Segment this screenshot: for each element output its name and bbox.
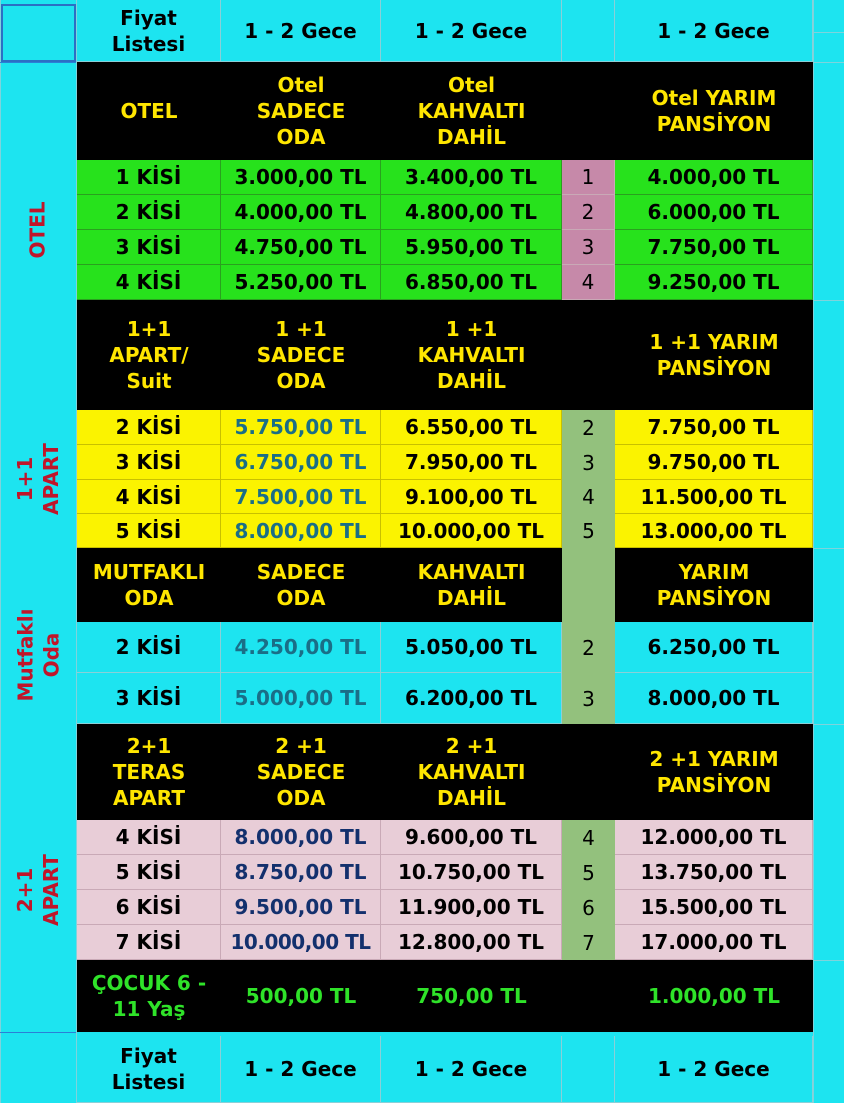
table-row-persons: 4 KİSİ <box>77 820 221 855</box>
gridline <box>813 548 844 549</box>
footer-spacer <box>562 1036 615 1103</box>
price-room-only: 8.000,00 TL <box>221 820 381 855</box>
price-breakfast: 11.900,00 TL <box>381 890 562 925</box>
row-index: 6 <box>562 890 615 925</box>
section-header-breakfast: 2 +1 KAHVALTI DAHİL <box>381 724 562 820</box>
child-price-breakfast: 750,00 TL <box>381 960 562 1032</box>
side-label-apart-2-1: 2+1 APART <box>13 854 63 926</box>
table-row-persons: 1 KİSİ <box>77 160 221 195</box>
footer-nights-2: 1 - 2 Gece <box>381 1036 562 1103</box>
price-breakfast: 9.600,00 TL <box>381 820 562 855</box>
price-breakfast: 4.800,00 TL <box>381 195 562 230</box>
price-breakfast: 6.550,00 TL <box>381 410 562 445</box>
section-header-type: 2+1 TERAS APART <box>77 724 221 820</box>
row-index: 4 <box>562 820 615 855</box>
side-label-mutfakli-oda: Mutfaklı Oda <box>13 608 64 702</box>
price-half-board: 9.750,00 TL <box>615 445 813 480</box>
price-room-only: 10.000,00 TL <box>221 925 381 960</box>
price-half-board: 7.750,00 TL <box>615 410 813 445</box>
price-breakfast: 6.850,00 TL <box>381 265 562 300</box>
row-index: 1 <box>562 160 615 195</box>
table-row-persons: 2 KİSİ <box>77 195 221 230</box>
gridline <box>813 724 844 725</box>
price-room-only: 7.500,00 TL <box>221 480 381 514</box>
selected-cell[interactable] <box>1 4 76 62</box>
price-half-board: 17.000,00 TL <box>615 925 813 960</box>
child-spacer <box>562 960 615 1032</box>
table-row-persons: 2 KİSİ <box>77 410 221 445</box>
header-nights-2: 1 - 2 Gece <box>381 0 562 62</box>
gridline <box>813 960 844 961</box>
gridline <box>813 0 814 1103</box>
price-half-board: 6.250,00 TL <box>615 622 813 673</box>
price-half-board: 8.000,00 TL <box>615 673 813 724</box>
table-row-persons: 3 KİSİ <box>77 230 221 265</box>
gridline <box>813 32 844 33</box>
footer-nights-3: 1 - 2 Gece <box>615 1036 813 1103</box>
section-header-type: OTEL <box>77 62 221 160</box>
price-breakfast: 10.750,00 TL <box>381 855 562 890</box>
section-header-room-only: 1 +1 SADECE ODA <box>221 300 381 410</box>
price-breakfast: 6.200,00 TL <box>381 673 562 724</box>
child-price-half-board: 1.000,00 TL <box>615 960 813 1032</box>
row-index: 5 <box>562 514 615 548</box>
table-row-persons: 4 KİSİ <box>77 480 221 514</box>
table-row-persons: 2 KİSİ <box>77 622 221 673</box>
price-room-only: 5.750,00 TL <box>221 410 381 445</box>
section-header-room-only: Otel SADECE ODA <box>221 62 381 160</box>
side-label-apart-1-1: 1+1 APART <box>13 443 63 515</box>
footer-nights-1: 1 - 2 Gece <box>221 1036 381 1103</box>
header-nights-1: 1 - 2 Gece <box>221 0 381 62</box>
header-title: Fiyat Listesi <box>77 0 221 62</box>
price-room-only: 8.750,00 TL <box>221 855 381 890</box>
price-breakfast: 5.950,00 TL <box>381 230 562 265</box>
price-breakfast: 5.050,00 TL <box>381 622 562 673</box>
price-half-board: 6.000,00 TL <box>615 195 813 230</box>
row-index: 7 <box>562 925 615 960</box>
gridline <box>0 62 76 63</box>
table-row-persons: 3 KİSİ <box>77 445 221 480</box>
section-header-type: 1+1 APART/ Suit <box>77 300 221 410</box>
price-room-only: 9.500,00 TL <box>221 890 381 925</box>
row-index: 5 <box>562 855 615 890</box>
header-spacer <box>562 0 615 62</box>
section-header-breakfast: 1 +1 KAHVALTI DAHİL <box>381 300 562 410</box>
section-header-index <box>562 724 615 820</box>
price-breakfast: 7.950,00 TL <box>381 445 562 480</box>
price-half-board: 9.250,00 TL <box>615 265 813 300</box>
row-index: 3 <box>562 673 615 724</box>
table-row-persons: 5 KİSİ <box>77 514 221 548</box>
section-header-type: MUTFAKLI ODA <box>77 548 221 622</box>
row-index: 3 <box>562 230 615 265</box>
table-row-persons: 3 KİSİ <box>77 673 221 724</box>
price-room-only: 8.000,00 TL <box>221 514 381 548</box>
price-half-board: 4.000,00 TL <box>615 160 813 195</box>
child-label: ÇOCUK 6 - 11 Yaş <box>77 960 221 1032</box>
footer-title: Fiyat Listesi <box>77 1036 221 1103</box>
row-index: 4 <box>562 480 615 514</box>
table-row-persons: 6 KİSİ <box>77 890 221 925</box>
row-index: 2 <box>562 622 615 673</box>
price-room-only: 6.750,00 TL <box>221 445 381 480</box>
row-index: 4 <box>562 265 615 300</box>
side-label-otel: OTEL <box>26 201 50 259</box>
header-nights-3: 1 - 2 Gece <box>615 0 813 62</box>
row-index: 3 <box>562 445 615 480</box>
price-room-only: 4.250,00 TL <box>221 622 381 673</box>
price-half-board: 13.750,00 TL <box>615 855 813 890</box>
gridline <box>813 62 844 63</box>
price-breakfast: 9.100,00 TL <box>381 480 562 514</box>
price-half-board: 13.000,00 TL <box>615 514 813 548</box>
section-header-index <box>562 62 615 160</box>
row-index: 2 <box>562 195 615 230</box>
section-header-index <box>562 548 615 622</box>
price-half-board: 12.000,00 TL <box>615 820 813 855</box>
price-room-only: 5.250,00 TL <box>221 265 381 300</box>
price-room-only: 5.000,00 TL <box>221 673 381 724</box>
price-room-only: 4.750,00 TL <box>221 230 381 265</box>
section-header-half-board: Otel YARIM PANSİYON <box>615 62 813 160</box>
child-price-room-only: 500,00 TL <box>221 960 381 1032</box>
price-breakfast: 3.400,00 TL <box>381 160 562 195</box>
gridline <box>813 300 844 301</box>
price-half-board: 15.500,00 TL <box>615 890 813 925</box>
section-header-half-board: 1 +1 YARIM PANSİYON <box>615 300 813 410</box>
row-index: 2 <box>562 410 615 445</box>
price-breakfast: 10.000,00 TL <box>381 514 562 548</box>
section-header-breakfast: KAHVALTI DAHİL <box>381 548 562 622</box>
price-room-only: 3.000,00 TL <box>221 160 381 195</box>
price-half-board: 7.750,00 TL <box>615 230 813 265</box>
section-header-breakfast: Otel KAHVALTI DAHİL <box>381 62 562 160</box>
table-row-persons: 4 KİSİ <box>77 265 221 300</box>
section-header-room-only: 2 +1 SADECE ODA <box>221 724 381 820</box>
table-row-persons: 7 KİSİ <box>77 925 221 960</box>
price-breakfast: 12.800,00 TL <box>381 925 562 960</box>
section-header-half-board: 2 +1 YARIM PANSİYON <box>615 724 813 820</box>
section-header-index <box>562 300 615 410</box>
table-row-persons: 5 KİSİ <box>77 855 221 890</box>
section-header-half-board: YARIM PANSİYON <box>615 548 813 622</box>
section-header-room-only: SADECE ODA <box>221 548 381 622</box>
gridline <box>0 1032 76 1033</box>
price-room-only: 4.000,00 TL <box>221 195 381 230</box>
price-half-board: 11.500,00 TL <box>615 480 813 514</box>
